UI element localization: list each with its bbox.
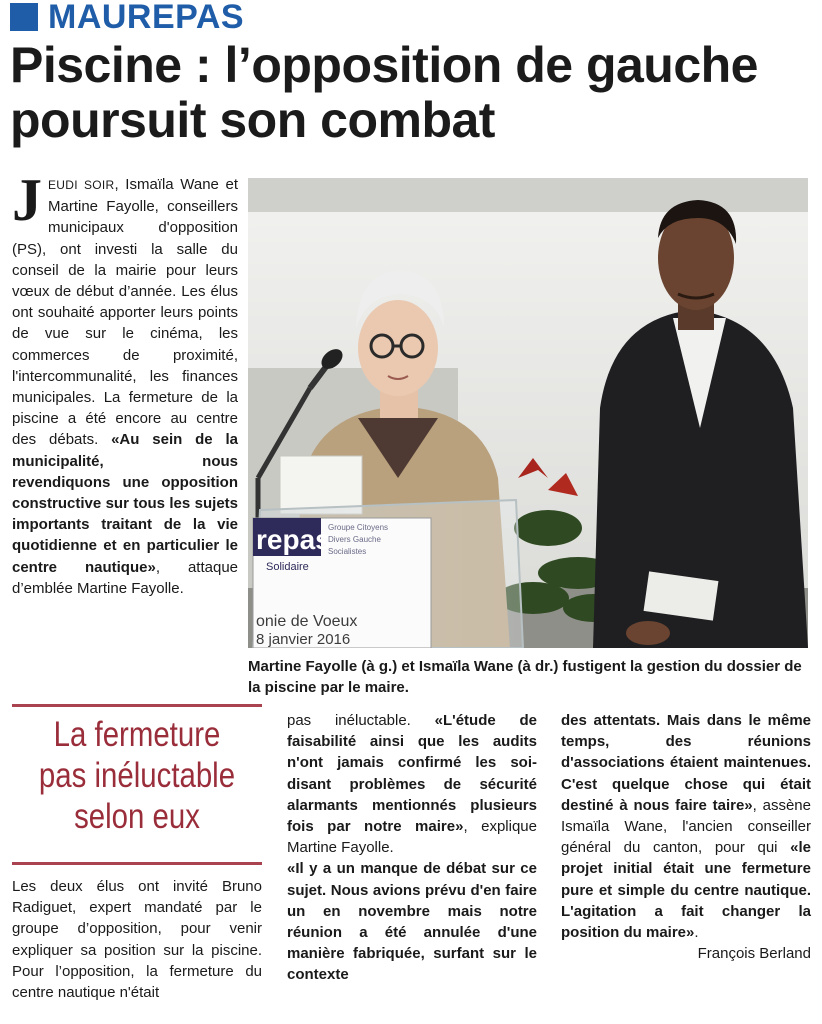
svg-text:Solidaire: Solidaire — [266, 561, 309, 573]
kicker-square-icon — [10, 3, 38, 31]
intro-column — [12, 167, 239, 599]
svg-text:Groupe Citoyens: Groupe Citoyens — [328, 523, 389, 532]
body-column-3 — [561, 710, 811, 964]
intro-paragraph — [12, 167, 239, 599]
body-paragraph-2-start: «Il y a un manque de débat sur ce sujet. Nous avions prévu d'en faire un en novembre mais notre réunion a été annulée d'une manière fabriquée, surfant sur le contexte — [287, 860, 537, 984]
photo-caption: Martine Fayolle (à g.) et Ismaïla Wane (à dr.) fustigent la gestion du dossier de la piscine par le maire. — [248, 658, 802, 696]
lectern — [253, 500, 523, 648]
section-kicker — [10, 0, 244, 34]
intro-quote: «Au sein de la municipalité, nous revendiquons une opposition constructive sur tous les sujets importants traitant de la vie quotidienne et en particulier le centre nautique» — [12, 431, 238, 576]
body-paragraph-1-end: pas inéluctable. «L'étude de faisabilité ainsi que les audits n'ont jamais confirmé les soi-disant problèmes de sécurité alarmants mentionnés plusieurs fois par notre maire», explique Martine Fayolle. — [287, 712, 538, 857]
intro-tail: , attaque d’emblée Martine Fayolle. — [12, 558, 238, 597]
intro-text: , Ismaïla Wane et Martine Fayolle, conseillers municipaux d'opposition (PS), ont investi la salle du conseil de la mairie pour leurs vœux de début d’année. Les élus ont souhaité apporter leurs points de vue sur le cinéma, les commerces de proximité, l'intercommunalité, les finances municipales. La fermeture de la piscine a été encore au centre des débats. — [12, 176, 239, 449]
kicker-label: MAUREPAS — [48, 0, 245, 36]
body-column-1 — [12, 876, 262, 1003]
intro-lead: EUDI SOIR — [48, 178, 115, 192]
dropcap: J — [12, 167, 42, 233]
body-paragraph-2-end: des attentats. Mais dans le même temps, des réunions d'associations étaient maintenues. C'est quelque chose qui était destiné à nous faire taire», assène Ismaïla Wane, l'ancien conseiller général du canton, pour qui «le projet initial était une fermeture pure et simple du centre nautique. L'agitation a fait changer la position du maire». — [561, 712, 811, 942]
article-photo — [248, 178, 808, 648]
svg-text:Socialistes: Socialistes — [328, 547, 367, 556]
signature: François Berland — [697, 945, 811, 963]
pullquote-rule-bottom — [12, 862, 262, 865]
svg-text:repas: repas — [256, 524, 331, 555]
body-paragraph-1-start: Les deux élus ont invité Bruno Radiguet, expert mandaté par le groupe d’opposition, pour venir expliquer sa position sur la piscine. Pour l’opposition, la fermeture du centre nautique n'était — [12, 878, 262, 1002]
pullquote: La fermeture pas inéluctable selon eux — [38, 715, 236, 836]
pullquote-rule-top — [12, 704, 262, 707]
svg-text:Divers Gauche: Divers Gauche — [328, 535, 381, 544]
body-column-2 — [287, 710, 537, 986]
svg-text:onie de Voeux: onie de Voeux — [256, 613, 358, 630]
svg-text:8 janvier 2016: 8 janvier 2016 — [256, 631, 351, 648]
headline: Piscine : l’opposition de gauche poursuit son combat — [10, 37, 758, 148]
